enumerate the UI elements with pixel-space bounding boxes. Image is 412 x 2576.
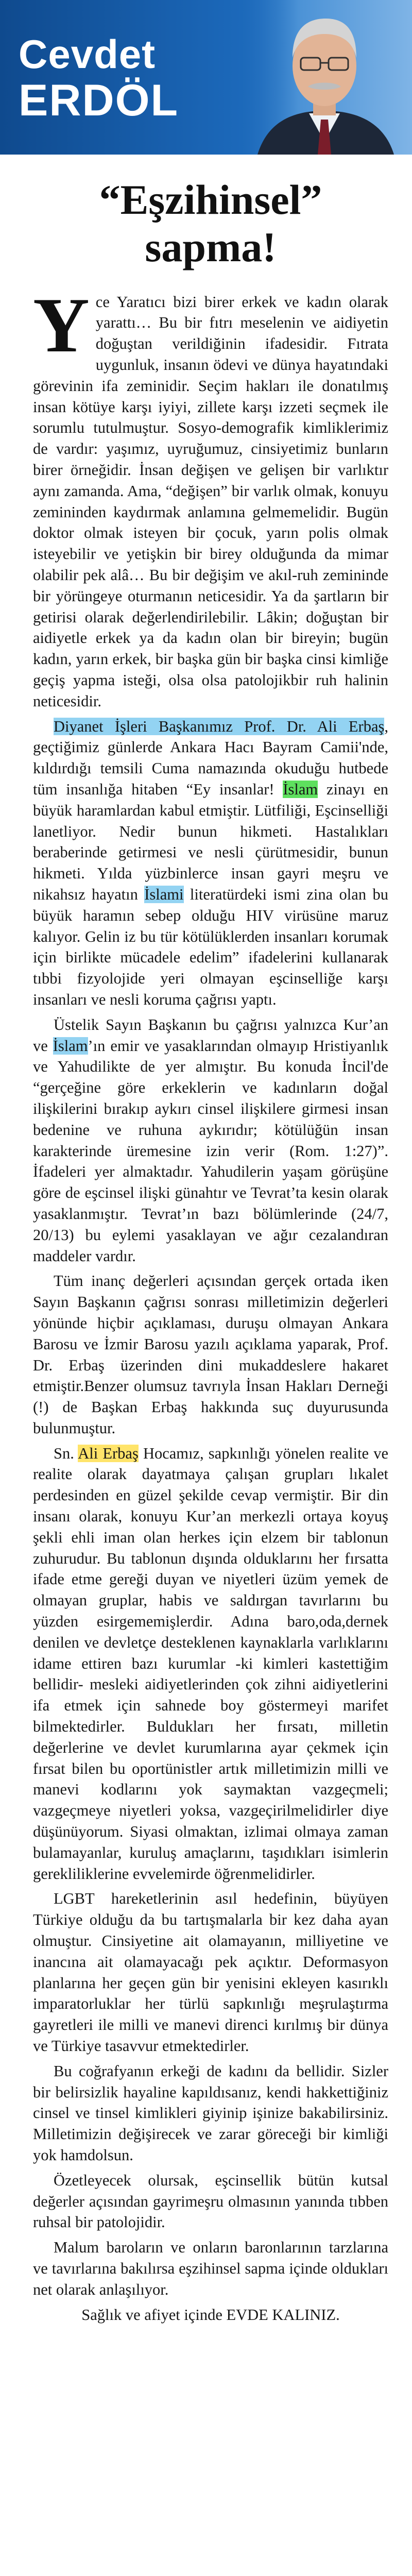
highlight-islami: İslami	[144, 885, 184, 903]
closing-line: Sağlık ve afiyet içinde EVDE KALINIZ.	[81, 2306, 340, 2324]
paragraph-4: Tüm inanç değerleri açısından gerçek ortada iken Sayın Başkanın çağrısı sonrası milletimizin değerleri yönünde hiçbir açıklaması, duruşu olmayan Ankara Barosu ve İzmir Barosu yazılı açıklama yaparak, Prof. Dr. Erbaş üzerinden dini mukaddeslere hakaret etmiştir.Benzer olumsuz tavrıyla İnsan Hakları Derneği (!) de Başkan Erbaş hakkında suç duyurusunda bulunmuştur.	[33, 1272, 388, 1437]
paragraph-2	[33, 716, 388, 1010]
paragraph-5-text-b: Hocamız, sapkınlığı yönelen realite ve realite olarak dayatmaya çalışan grupları lıkalet perdesinden en güzel şekilde cevap vermiştir. Bir din insanı olarak, konuyu Kur’an merkezli ortaya koyuş şekli ehli iman olan herkes için elzem bir tablonun zuhurudur. Bu tablonun dışında olduklarını her fırsatta ifade etme gereği duyan ve niyetleri üzüm yemek de olmayan gruplar, habis ve saldırgan tavırlarını bu yüzden esirgememişlerdir. Adına baro,oda,dernek denilen ve devletçe desteklenen kaynaklarla varlıklarını idame ettiren bazı kurumlar -ki kimleri kastettiğim bellidir- mesleki aidiyetlerinden çok zihni aidiyetlerini ifa etmek için sahnede boy göstermeyi marifet bilmektedirler. Buldukları her fırsatı, milletin değerlerine ve devlet kurumlarına ayar çekmek için fırsat bilen bu oportünistler artık milletimizin milli ve manevi kodlarını yok saymaktan vazgeçmeli; vazgeçmeye niyetleri yoksa, vazgeçirilmelidirler diye düşünüyorum. Siyasi olmaktan, izlimai olmaya zaman bulamayanlar, kuruluş amaçlarını, taşıdıkları isimlerin gerekliliklerine evvelemirde öğrenmelidirler.	[33, 1444, 388, 1883]
highlight-islam-2: İslam	[53, 1037, 88, 1055]
author-name	[19, 31, 179, 125]
highlight-ali-erbas: Ali Erbaş	[78, 1444, 139, 1462]
paragraph-3	[33, 1014, 388, 1267]
paragraph-9: Malum baroların ve onların baronlarının tarzlarına ve tavırlarına bakılırsa eşzihinsel sapma içinde oldukları net olarak anlaşılıyor.	[33, 2239, 388, 2298]
paragraph-1-text: ce Yaratıcı bizi birer erkek ve kadın olarak yarattı… Bu bir fıtrı meselenin ve aidiyetin doğuştan verildiğinin ifadesidir. Fıtrata uygunluk, insanın ödevi ve dünya hayatındaki görevinin ifa zeminidir. Seçim hakları ile donatılmış insan kötüye karşı iyiyi, zillete karşı izzeti seçmek ile sorumlu tutulmuştur. Sosyo-demografik kimliklerimiz de vardır: yaşımız, uyruğumuz, cinsiyetimiz bunların birer örneğidir. İnsan değişen ve gelişen bir varlıktır aynı zamanda. Ama, “değişen” bir varlık olmak, konuyu zemininden kaydırmak anlamına gelmemelidir. Bugün doktor olmak isteyen bir çocuk, yarın polis olmak isteyebilir ve yetişkin bir birey olduğunda da mimar olabilir pek alâ… Bu bir değişim ve akıl-ruh zemininde bir yörüngeye oturmanın neticesidir. Ya da şartların bir getirisi olarak değerlendirilebilir. Lâkin; doğuştan bir aidiyetle erkek ya da kadın olan bir bireyin; bugün kadın, yarın erkek, bir başka gün bir başka cinsi kimliğe geçiş yapma isteği, olsa olsa patolojikbir ruh halinin neticesidir.	[33, 293, 388, 710]
paragraph-7: Bu coğrafyanın erkeği de kadını da bellidir. Sizler bir belirsizlik hayaline kapıldısanız, kendi hakkettiğiniz cinsel ve tinsel kimlikleri giyinip işinize bakabilirsiniz. Milletimizin değişirecek ve zarar göreceği bir kimliği yok hamdolsun.	[33, 2062, 388, 2164]
author-first-name: Cevdet	[19, 31, 156, 77]
paragraph-6: LGBT hareketlerinin asıl hedefinin, büyüyen Türkiye olduğu da bu tartışmalarla bir kez daha ayan olmuştur. Cinsiyetine ait olamayanın, milliyetine ve inancına ait olamayacağı pek açıktır. Deformasyon planlarına her geçen gün bir yenisini ekleyen kasırıklı imparatorluklar her türlü sapkınlığı meşrulaştırma gayretleri ile milli ve manevi direnci kırılmış bir dünya ve Türkiye tasavvur etmektedirler.	[33, 1890, 388, 2055]
highlight-diyanet: Diyanet İşleri Başkanımız Prof. Dr. Ali Erbaş	[54, 717, 385, 735]
article-title	[33, 176, 388, 271]
title-line-2: sapma!	[145, 223, 277, 270]
paragraph-2-text-a: , geçtiğimiz günlerde Ankara Hacı Bayram Camii'nde, kıldırdığı temsili Cuma namazında okuduğu hutbede tüm insanlığa hitaben “Ey insanlar!	[33, 717, 388, 798]
paragraph-3-text-b: ’ın emir ve yasaklarından olmayıp Hristiyanlık ve Yahudilikte de yer almıştır. Bu konuda İncil'de “gerçeğine göre erkeklerin ve kadınların doğal ilişkilerini bırakıp aykırı cinsel ilişkilere girmesi insan bedenine ve ruhuna aykırıdır; kötülüğün insan karakterinde üremesine izin verir (Rom. 1:27)”. İfadeleri yer almaktadır. Yahudilerin yaşam görüşüne göre de eşcinsel ilişki günahtır ve Tevrat’ta kesin olarak yasaklanmıştır. Tevrat’ın bazı bölümlerinde (24/7, 20/13) bu eylemi yasaklayan ve ağır cezalandıran maddeler vardır.	[33, 1037, 388, 1265]
column-header-banner	[0, 0, 412, 155]
article-body	[33, 281, 388, 2326]
title-line-1: “Eşzihinsel”	[99, 176, 322, 223]
paragraph-8: Özetleyecek olursak, eşcinsellik bütün kutsal değerler açısından gayrimeşru olmasının yanında tıbben ruhsal bir patolojidir.	[33, 2171, 388, 2231]
paragraph-1	[33, 281, 388, 712]
paragraph-5-text-a: Sn.	[54, 1444, 78, 1462]
paragraph-3-text-a: Üstelik Sayın Başkanın bu çağrısı yalnızca Kur’an ve	[33, 1015, 388, 1055]
author-last-name: ERDÖL	[19, 76, 179, 125]
drop-cap: Y	[33, 281, 90, 368]
paragraph-2-text-b: zinayı en büyük haramlardan kabul etmiştir. Lütfiliği, Eşcinselliği lanetliyor. Nedir bunun hikmeti. Hastalıkları beraberinde getirmesi ve nesli çürütmesidir, bunun hikmeti. Yılda yüzbinlerce insan gayri meşru ve nikahsız hayatın	[33, 780, 388, 903]
paragraph-2-text-c: literatürdeki ismi zina olan bu büyük haramın sebep olduğu HIV virüsüne maruz kalıyor. Gelin iz bu tür kötülüklerden insanları korumak için birlikte mücadele edelim” ifadelerini kullanarak tıbbi fizyolojide yeri olmayan eşcinselliğe karşı insanları ve nesli koruma çağrısı yaptı.	[33, 885, 388, 1008]
highlight-islam: İslam	[283, 780, 318, 798]
author-portrait	[237, 0, 412, 155]
paragraph-5	[33, 1443, 388, 1885]
